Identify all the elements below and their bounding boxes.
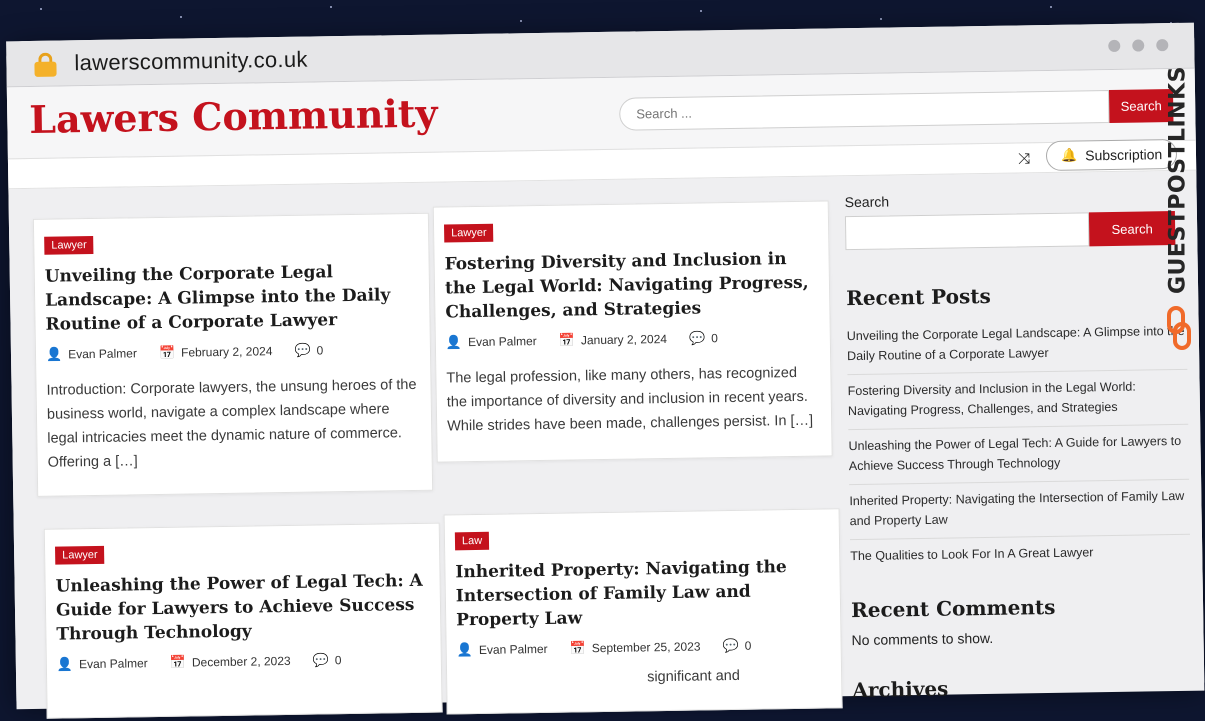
comment-icon: 💬 — [688, 330, 706, 346]
bell-icon: 🔔 — [1060, 147, 1078, 163]
category-badge[interactable]: Law — [455, 532, 489, 551]
comment-count[interactable]: 0 — [744, 638, 752, 653]
recent-comments-title: Recent Comments — [850, 594, 1056, 623]
browser-window — [6, 23, 1204, 702]
url-text[interactable]: lawerscommunity.co.uk — [74, 46, 308, 76]
star — [880, 18, 882, 20]
calendar-icon: 📅 — [569, 640, 586, 656]
post-author[interactable]: Evan Palmer — [478, 641, 548, 657]
window-controls — [1108, 39, 1168, 52]
guestpostlinks-watermark — [1160, 58, 1200, 358]
recent-post-link[interactable]: The Qualities to Look For In A Great Lawyer — [850, 545, 1094, 564]
comment-count[interactable]: 0 — [711, 331, 718, 346]
post-date[interactable]: September 25, 2023 — [591, 639, 701, 656]
category-badge[interactable]: Lawyer — [44, 236, 94, 255]
post-excerpt: The legal profession, like many others, has recognized the importance of diversity and inclusion in recent years. While strides have been made, challenges persist. In […] — [446, 364, 814, 435]
post-card — [33, 213, 433, 497]
post-date[interactable]: February 2, 2024 — [180, 344, 273, 360]
star — [40, 8, 42, 10]
recent-post-link[interactable]: Unleashing the Power of Legal Tech: A Guide for Lawyers to Achieve Success Through Technology — [848, 425, 1189, 485]
comment-icon: 💬 — [294, 342, 311, 358]
recent-post-link[interactable]: Inherited Property: Navigating the Intersection of Family Law and Property Law — [849, 480, 1190, 540]
post-meta — [46, 341, 420, 363]
star — [330, 6, 332, 8]
sidebar-search — [845, 211, 1185, 250]
archives-title: Archives — [852, 676, 949, 703]
header-search — [619, 89, 1173, 131]
post-excerpt: significant and — [647, 667, 740, 686]
watermark-text: GUESTPOSTLINKS — [1165, 66, 1191, 294]
shuffle-icon[interactable]: ⤨ — [1017, 149, 1031, 168]
window-dot-icon[interactable] — [1108, 40, 1120, 52]
comment-count[interactable]: 0 — [316, 343, 324, 358]
header-search-button[interactable]: Search — [1109, 89, 1174, 123]
comment-icon: 💬 — [722, 637, 739, 654]
user-icon: 👤 — [56, 656, 74, 672]
category-badge[interactable]: Lawyer — [444, 224, 494, 243]
subscription-button[interactable] — [1046, 139, 1178, 171]
post-meta — [446, 329, 820, 351]
recent-post-link[interactable]: Fostering Diversity and Inclusion in the Legal World: Navigating Progress, Challenges, and Strategies — [847, 370, 1188, 430]
window-dot-icon[interactable] — [1132, 39, 1144, 51]
sidebar — [845, 189, 1193, 702]
post-meta — [57, 651, 431, 673]
user-icon: 👤 — [445, 334, 463, 350]
main-content — [8, 171, 1204, 710]
post-title[interactable]: Unveiling the Corporate Legal Landscape: A Glimpse into the Daily Routine of a Corporate Lawyer — [44, 262, 391, 335]
user-icon: 👤 — [456, 642, 473, 658]
post-meta — [457, 636, 831, 658]
post-excerpt: Introduction: Corporate lawyers, the unsung heroes of the business world, navigate a complex landscape where legal intricacies meet the dynamic nature of commerce. Offering a […] — [46, 376, 417, 471]
calendar-icon: 📅 — [558, 332, 576, 348]
subscription-label: Subscription — [1085, 146, 1163, 164]
post-date[interactable]: January 2, 2024 — [580, 331, 668, 348]
star — [180, 16, 182, 18]
star — [520, 20, 522, 22]
category-badge[interactable]: Lawyer — [55, 546, 105, 565]
calendar-icon: 📅 — [169, 654, 187, 670]
post-card — [433, 200, 833, 462]
lock-icon — [34, 53, 56, 77]
post-card — [44, 523, 443, 719]
header-search-input[interactable] — [619, 90, 1109, 131]
comment-count[interactable]: 0 — [334, 653, 342, 668]
post-author[interactable]: Evan Palmer — [68, 346, 137, 362]
no-comments-text: No comments to show. — [851, 629, 994, 649]
comment-icon: 💬 — [312, 652, 329, 668]
post-title[interactable]: Fostering Diversity and Inclusion in the Legal World: Navigating Progress, Challenges, and Strategies — [444, 249, 809, 323]
star — [700, 10, 702, 12]
sidebar-search-button[interactable]: Search — [1089, 211, 1176, 246]
recent-posts-list — [847, 315, 1191, 574]
recent-posts-title: Recent Posts — [846, 283, 991, 311]
site-title[interactable]: Lawers Community — [28, 90, 438, 142]
recent-post-link[interactable]: Unveiling the Corporate Legal Landscape: A Glimpse into the Daily Routine of a Corporate Lawyer — [847, 315, 1188, 375]
user-icon: 👤 — [45, 346, 63, 362]
sidebar-search-input[interactable] — [845, 212, 1090, 250]
chain-link-icon — [1166, 306, 1192, 350]
post-author[interactable]: Evan Palmer — [78, 656, 148, 672]
post-date[interactable]: December 2, 2023 — [191, 653, 291, 670]
window-dot-icon[interactable] — [1156, 39, 1168, 51]
star — [1050, 6, 1052, 8]
sidebar-search-label: Search — [844, 193, 890, 211]
post-card — [444, 508, 843, 714]
post-title[interactable]: Unleashing the Power of Legal Tech: A Guide for Lawyers to Achieve Success Through Technology — [55, 570, 423, 645]
calendar-icon: 📅 — [158, 344, 176, 360]
post-author[interactable]: Evan Palmer — [467, 334, 537, 350]
post-title[interactable]: Inherited Property: Navigating the Intersection of Family Law and Property Law — [455, 557, 787, 631]
